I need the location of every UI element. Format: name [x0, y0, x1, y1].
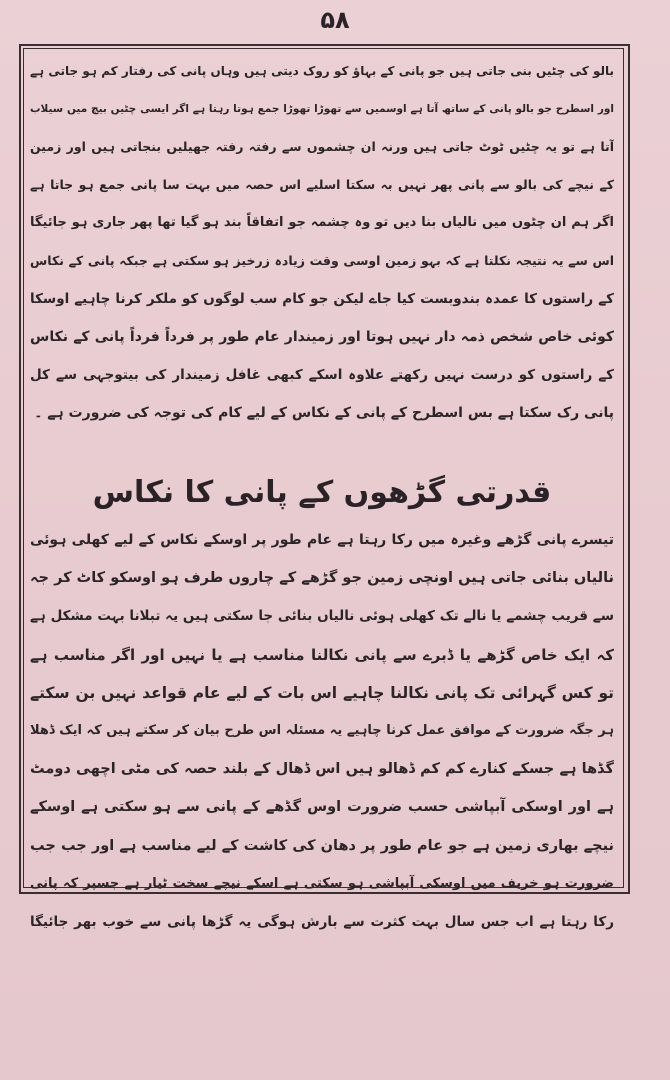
- text-line: سے قریب چشمے یا نالے تک کھلی ہوئی نالیاں بنائی جا سکتی ہیں یہ تبلانا بہت مشکل ہے: [30, 608, 614, 625]
- text-line: نالیاں بنائی جاتی ہیں اونچی زمین جو گڑھے کے چاروں طرف ہو اوسکو کاٹ کر جہ: [30, 570, 614, 587]
- text-line: اگر ہم ان چٹوں میں نالیاں بنا دیں تو وہ چشمہ جو اتفاقاً بند ہو گیا تھا پھر جاری ہو جائیگا: [30, 215, 614, 230]
- text-line: اس سے یہ نتیجہ نکلتا ہے کہ بہو زمین اوسی وقت زیادہ زرخیز ہو سکتی ہے جبکہ پانی کے نکاس: [30, 253, 614, 268]
- text-line: کے راستوں کو درست نہیں رکھتے علاوہ اسکے کبھی غافل زمیندار کی بیتوجہی سے کل: [30, 367, 614, 383]
- text-line: ضرورت ہو خریف میں اوسکی آبپاشی ہو سکتی ہے اسکے نیچے سخت ٹیار ہے جسپر کہ پانی: [30, 875, 614, 891]
- text-line: کہ ایک خاص گڑھے یا ڈبرے سے پانی نکالنا مناسب ہے یا نہیں اور اگر مناسب ہے: [30, 645, 614, 664]
- text-line: ہر جگہ ضرورت کے موافق عمل کرنا چاہیے یہ مسئلہ اس طرح بیان کر سکتے ہیں کہ ایک ڈھلا: [30, 722, 614, 738]
- text-line: گڈھا ہے جسکے کنارے کم کم ڈھالو ہیں اس ڈھال کے بلند حصہ کی مٹی اچھی دومٹ: [30, 761, 614, 778]
- text-line: بالو کی چٹیں بنی جاتی ہیں جو پانی کے بہاؤ کو روک دیتی ہیں وہاں پانی کی رفتار کم ہو جاتی ہے: [30, 64, 614, 78]
- paragraph-drainage-intro: [30, 52, 614, 432]
- text-line: اور اسطرح جو بالو پانی کے ساتھ آتا ہے اوسمیں سے تھوڑا تھوڑا جمع ہوتا رہتا ہے اگر ایسی چٹیں بیچ میں سیلاب: [30, 103, 614, 115]
- text-line: کوئی خاص شخص ذمہ دار نہیں ہوتا اور زمیندار عام طور پر فرداً فرداً پانی کے نکاس: [30, 329, 614, 345]
- page-number: ۵۸: [320, 6, 350, 34]
- text-line: کے راستوں کا عمدہ بندوبست کیا جاے لیکن جو کام سب لوگوں کو ملکر کرنا چاہیے اوسکا: [30, 291, 614, 307]
- text-line: رکا رہتا ہے اب جس سال بہت کثرت سے بارش ہوگی یہ گڑھا پانی سے خوب بھر جائیگا: [30, 913, 614, 930]
- text-line: نیچے بھاری زمین ہے جو عام طور پر دھان کی کاشت کے لیے مناسب ہے اور جب جب: [30, 837, 614, 854]
- text-line: تیسرے پانی گڑھے وغیرہ میں رکا رہتا ہے عام طور پر اوسکے نکاس کے لیے کھلی ہوئی: [30, 532, 614, 548]
- text-line: کے نیچے کی بالو سے پانی پھر نہیں بہ سکتا اسلیے اس حصہ میں بہت سا پانی جمع ہو جاتا ہے: [30, 177, 614, 192]
- section-heading: قدرتی گڑھوں کے پانی کا نکاس: [92, 475, 552, 510]
- text-line: پانی رک سکتا ہے بس اسطرح کے پانی کے نکاس کے لیے کام کی توجہ کی ضرورت ہے ۔: [34, 405, 614, 421]
- text-line: تو کس گہرائی تک پانی نکالنا چاہیے اس بات کے لیے عام قواعد نہیں بن سکتے: [30, 683, 614, 702]
- text-line: ہے اور اوسکی آبپاشی حسب ضرورت اوس گڈھے کے پانی سے ہو سکتی ہے اوسکے: [30, 799, 614, 816]
- paragraph-natural-pits: [30, 521, 614, 941]
- text-line: آتا ہے تو یہ چٹیں ٹوٹ جاتی ہیں ورنہ ان چشموں سے رفتہ رفتہ جھیلیں بنجاتی ہیں اور زمین: [30, 139, 614, 154]
